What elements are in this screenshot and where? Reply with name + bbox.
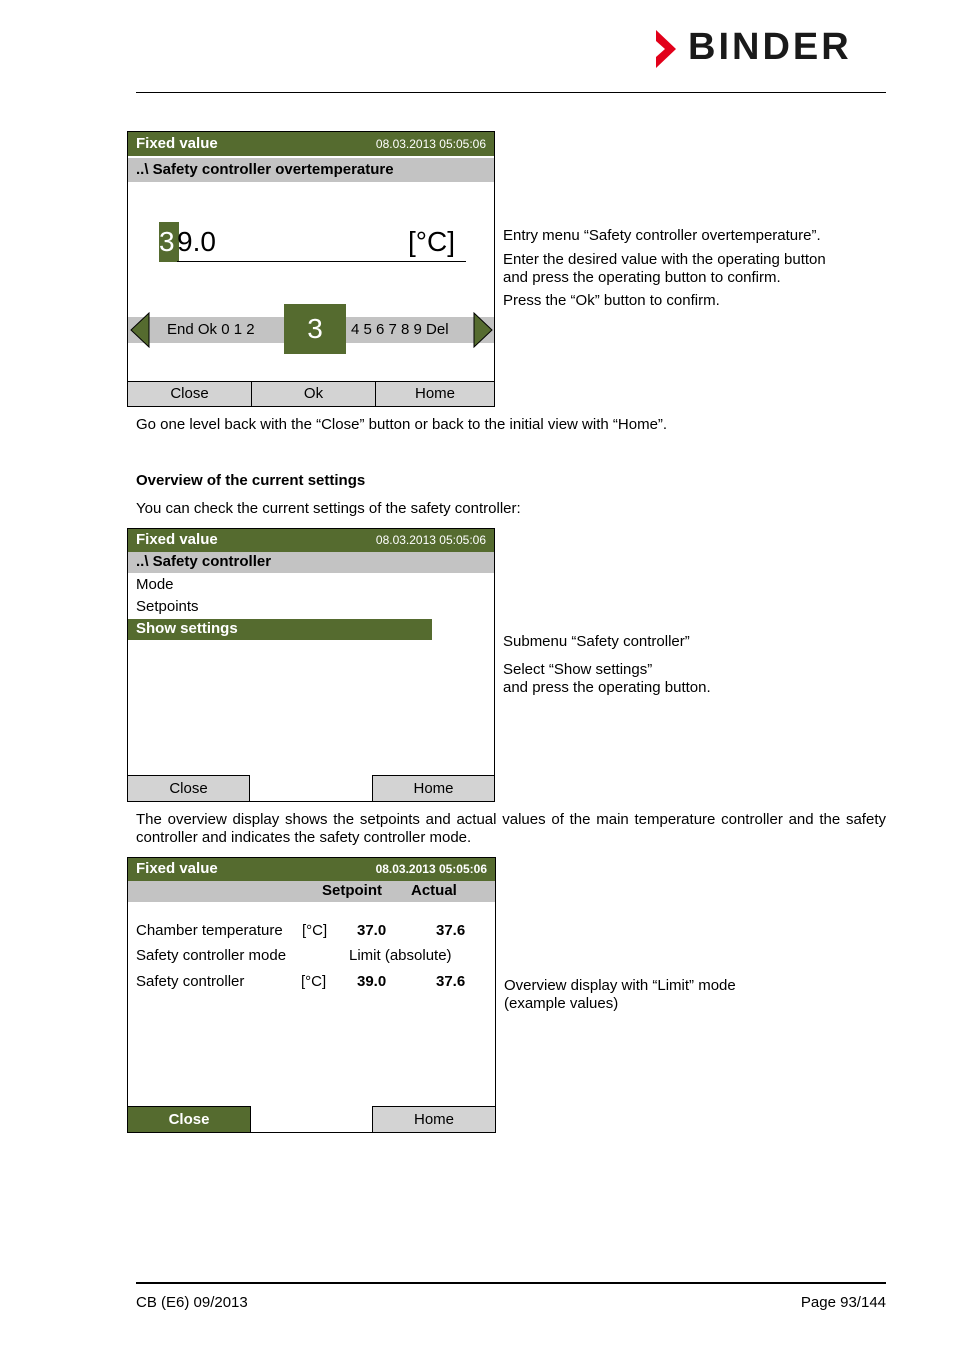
col-actual: Actual <box>411 882 457 899</box>
home-button[interactable]: Home <box>375 381 495 407</box>
row-safety-unit: [°C] <box>301 973 327 990</box>
entry-screen <box>127 131 495 407</box>
menu-item-show-settings[interactable] <box>128 619 432 640</box>
brand-name: BINDER <box>688 26 852 68</box>
row-safety-label: Safety controller <box>136 973 245 990</box>
row-mode-label: Safety controller mode <box>136 947 287 964</box>
desc1-line1: Entry menu “Safety controller overtemperature”. <box>503 227 821 244</box>
path-bar <box>128 552 494 573</box>
column-header-bar <box>128 881 495 902</box>
title-bar <box>128 132 494 156</box>
header-rule <box>136 92 886 93</box>
screen-datetime: 08.03.2013 05:05:06 <box>375 137 486 151</box>
ok-button[interactable]: Ok <box>251 381 376 407</box>
keys-left[interactable]: End Ok 0 1 2 <box>167 321 255 338</box>
scroll-left-icon[interactable] <box>129 312 151 348</box>
screen-title: Fixed value <box>136 531 218 548</box>
home-button[interactable]: Home <box>372 1106 496 1133</box>
desc1-line2a: Enter the desired value with the operating button <box>503 251 826 268</box>
binder-logo <box>654 26 886 68</box>
row-chamber-unit: [°C] <box>302 922 328 939</box>
col-setpoint: Setpoint <box>322 882 382 899</box>
intro-text: You can check the current settings of the safety controller: <box>136 500 521 517</box>
desc3-line1: Overview display with “Limit” mode <box>504 977 736 994</box>
menu-item-setpoints[interactable]: Setpoints <box>136 598 199 615</box>
entry-unit: [°C] <box>408 226 455 257</box>
section-heading: Overview of the current settings <box>136 472 366 489</box>
desc3-line2: (example values) <box>504 995 619 1012</box>
menu-item-show-settings-label: Show settings <box>136 620 238 637</box>
overview-screen <box>127 857 496 1133</box>
row-safety-setpoint: 39.0 <box>357 973 387 990</box>
keys-right[interactable]: 4 5 6 7 8 9 Del <box>351 321 449 338</box>
row-safety-actual: 37.6 <box>436 973 466 990</box>
screen-datetime: 08.03.2013 05:05:06 <box>375 533 486 547</box>
screen-datetime: 08.03.2013 05:05:06 <box>375 862 487 876</box>
entry-underline <box>177 261 466 262</box>
desc2-line2b: and press the operating button. <box>503 679 711 696</box>
screen-title: Fixed value <box>136 860 218 877</box>
footer-doc-id: CB (E6) 09/2013 <box>136 1294 248 1311</box>
desc1-line3: Press the “Ok” button to confirm. <box>503 292 720 309</box>
row-chamber-setpoint: 37.0 <box>357 922 387 939</box>
desc1-line2b: and press the operating button to confirm. <box>503 269 781 286</box>
path-label: ..\ Safety controller overtemperature <box>136 161 394 178</box>
menu-item-mode[interactable]: Mode <box>136 576 174 593</box>
desc2-line1: Submenu “Safety controller” <box>503 633 690 650</box>
logo-arrow-icon <box>654 30 684 68</box>
screen-title: Fixed value <box>136 135 218 152</box>
entry-value[interactable]: 9.0 <box>177 226 216 257</box>
close-button[interactable]: Close <box>127 775 250 802</box>
title-bar <box>128 858 495 881</box>
entry-cursor-digit: 3 <box>159 226 175 257</box>
title-bar <box>128 529 494 552</box>
path-bar <box>128 158 494 182</box>
footer-page-number: Page 93/144 <box>800 1294 886 1311</box>
submenu-screen <box>127 528 495 802</box>
close-button[interactable]: Close <box>127 381 252 407</box>
key-selected[interactable]: 3 <box>284 304 346 354</box>
scroll-right-icon[interactable] <box>472 312 494 348</box>
home-button[interactable]: Home <box>372 775 495 802</box>
overview-description: The overview display shows the setpoints and actual values of the main temperature controller and the safety controller and indicates the safety controller mode. <box>136 811 886 846</box>
row-chamber-label: Chamber temperature <box>136 922 283 939</box>
row-mode-value: Limit (absolute) <box>349 947 452 964</box>
row-chamber-actual: 37.6 <box>436 922 466 939</box>
path-label: ..\ Safety controller <box>136 553 272 570</box>
footer-rule <box>136 1282 886 1284</box>
navigation-note: Go one level back with the “Close” button or back to the initial view with “Home”. <box>136 416 668 433</box>
close-button[interactable]: Close <box>127 1106 251 1133</box>
desc2-line2a: Select “Show settings” <box>503 661 653 678</box>
